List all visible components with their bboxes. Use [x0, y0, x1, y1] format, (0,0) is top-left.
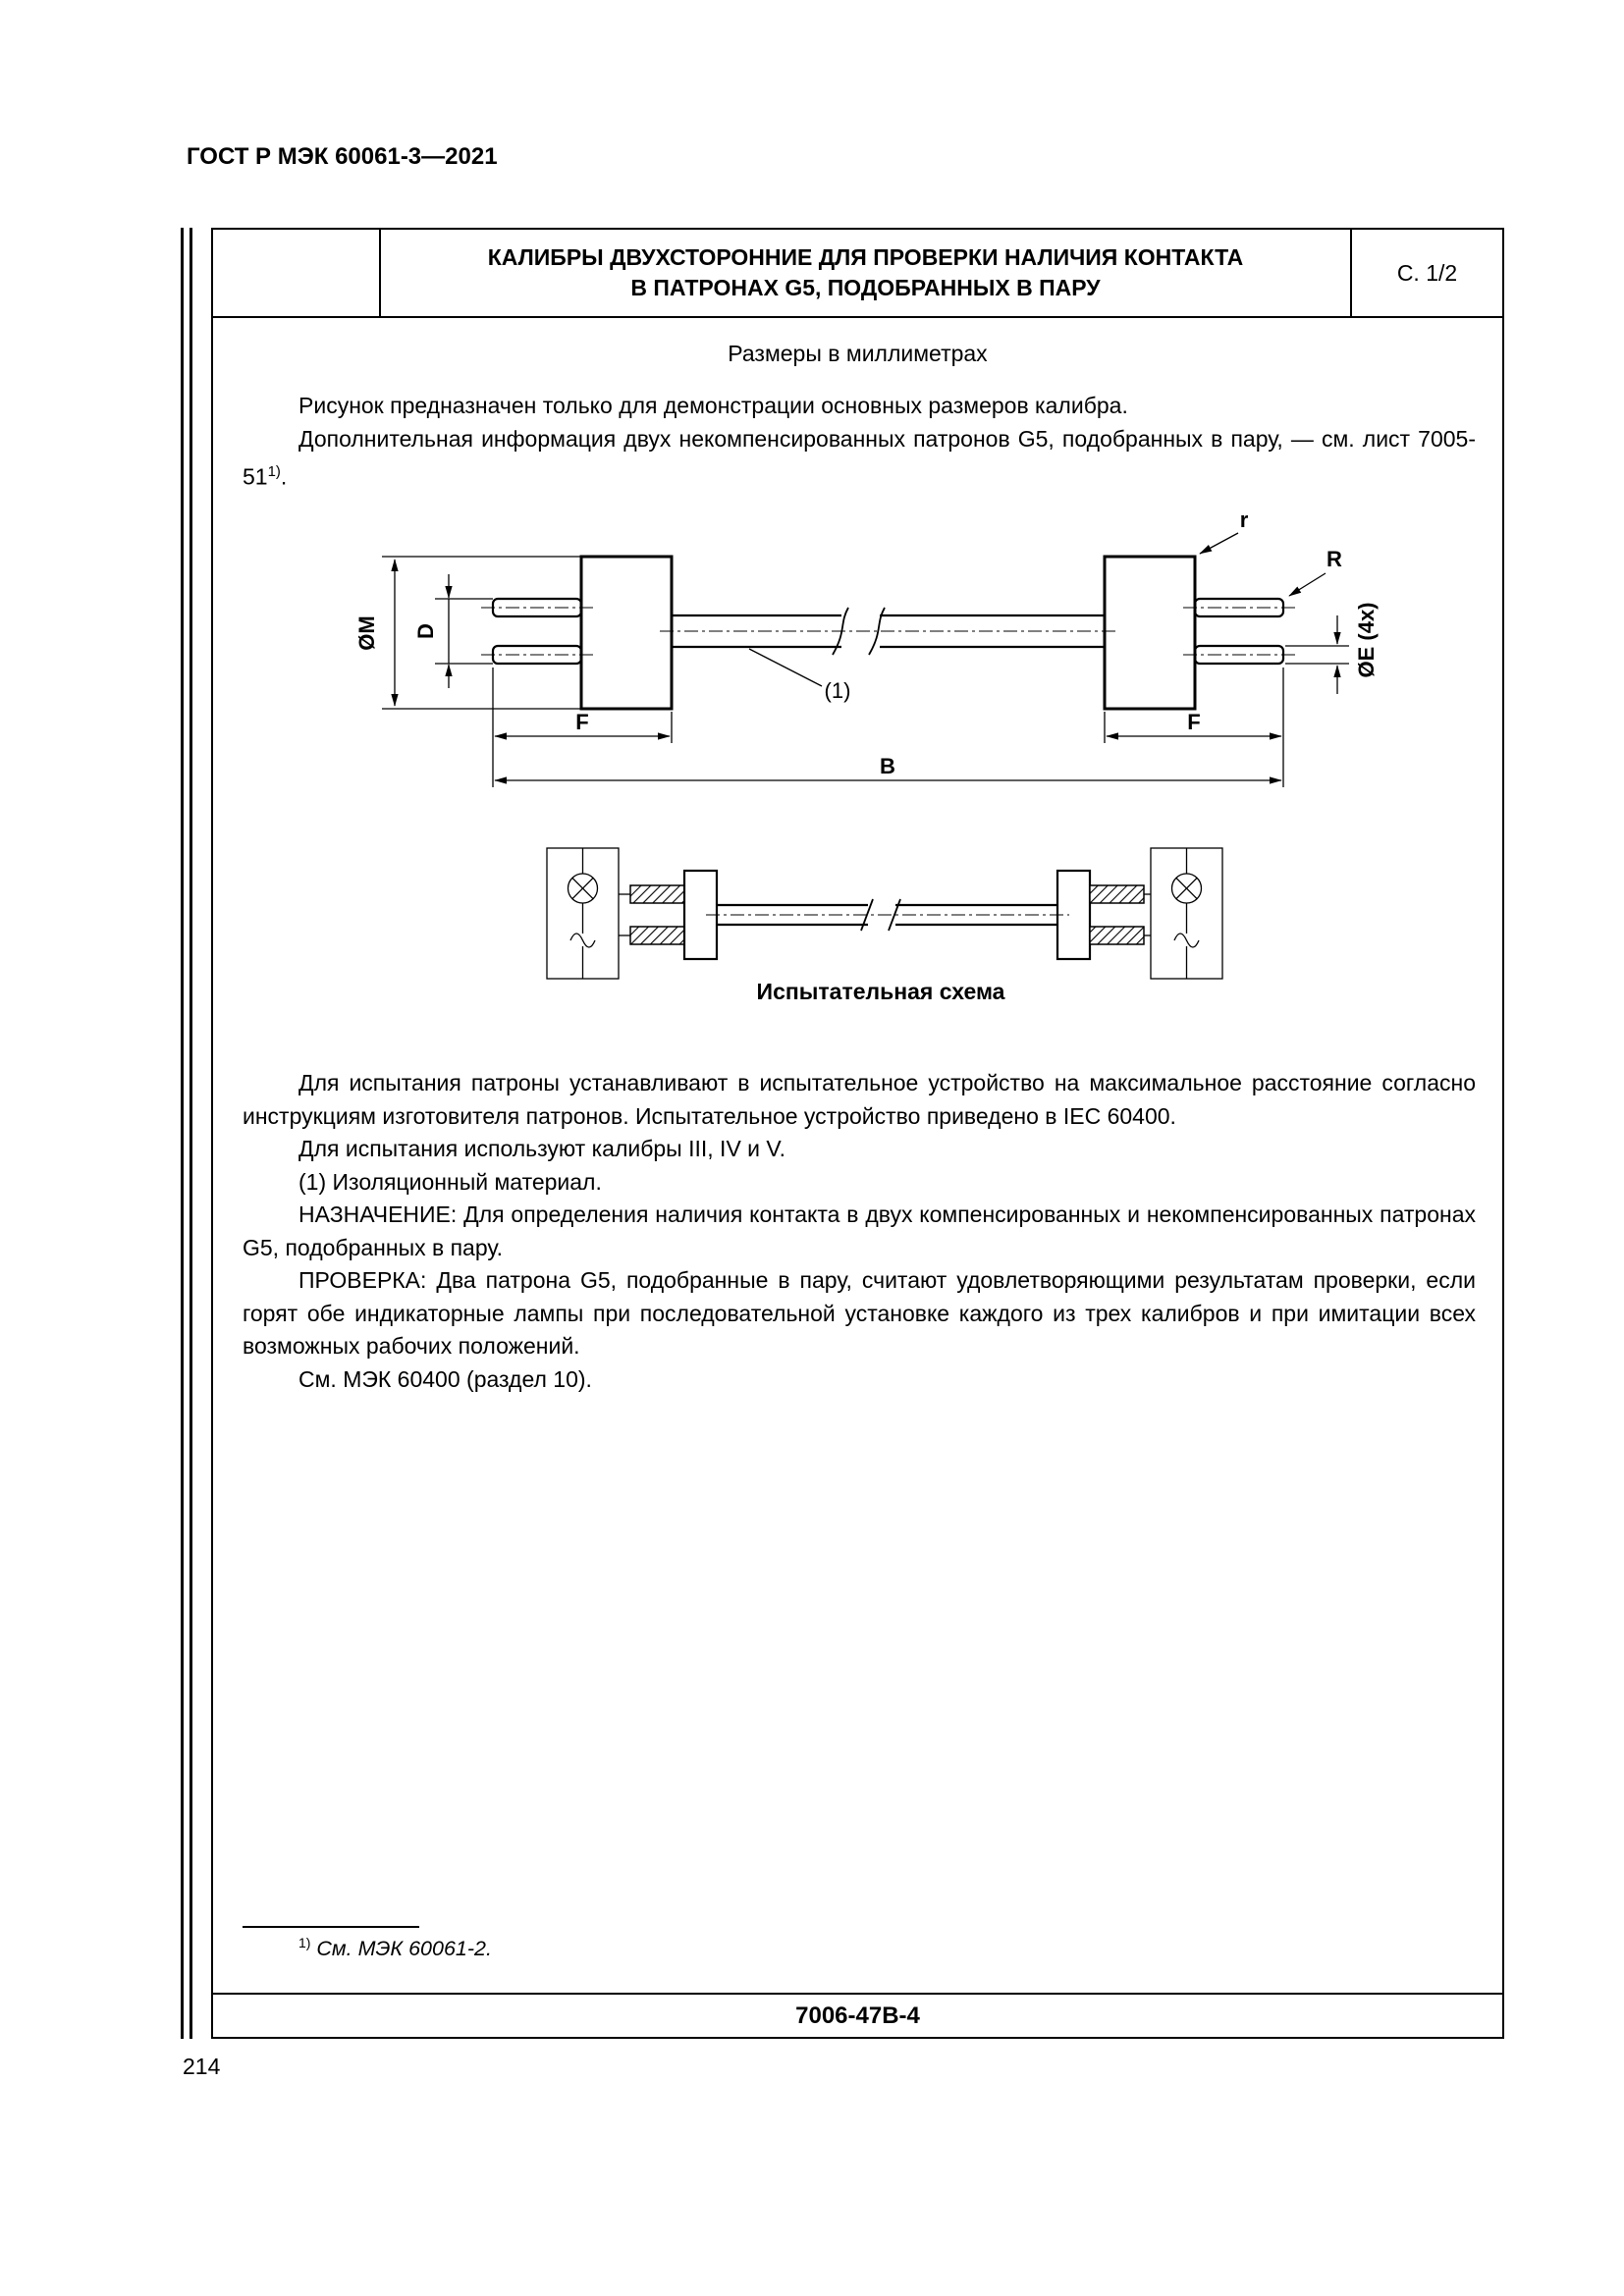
right-contact-pin: [1090, 927, 1144, 944]
ac-source-icon: [570, 934, 595, 947]
left-lamp-circuit: [547, 848, 619, 979]
right-contact-pin: [1090, 885, 1144, 903]
page-number: 214: [183, 2054, 221, 2079]
gauge-body: [493, 557, 1283, 709]
intro-paragraphs: [243, 390, 1476, 494]
footnote-text: См. МЭК 60061-2.: [310, 1937, 492, 1961]
body-paragraph: Для испытания используют калибры III, IV и V.: [298, 1136, 786, 1161]
lamp-icon: [568, 874, 598, 903]
intro-paragraph-1: Рисунок предназначен только для демонстрации основных размеров калибра.: [298, 393, 1128, 418]
footnote: [243, 1935, 1476, 1961]
sheet-title: [381, 230, 1352, 316]
dimension-d: [413, 574, 493, 688]
dim-label-b: B: [880, 754, 895, 778]
dimension-e: [1285, 602, 1379, 694]
body-paragraph: ПРОВЕРКА: Два патрона G5, подобранные в пару, считают удовлетворяющими результатам проверки, если горят обе индикаторные лампы при последовательной установке каждого из трех калибров и при имитации всех возможных рабочих положений.: [243, 1267, 1476, 1359]
document-header: ГОСТ Р МЭК 60061-3—2021: [187, 143, 498, 170]
dim-label-r-pin: R: [1326, 547, 1342, 571]
footnote-reference-mark: 1): [267, 463, 281, 480]
right-end-block: [1105, 557, 1195, 709]
footnote-marker: 1): [298, 1935, 311, 1950]
body-paragraphs: [243, 1067, 1476, 1396]
dim-label-r-corner: r: [1239, 507, 1249, 532]
left-double-rule-outer: [181, 228, 184, 2039]
left-end-block: [581, 557, 672, 709]
dim-label-f-left: F: [575, 710, 589, 734]
note-1-label: (1): [824, 678, 851, 703]
sheet-title-line2: В ПАТРОНАХ G5, ПОДОБРАННЫХ В ПАРУ: [630, 275, 1101, 300]
left-double-rule-inner: [189, 228, 192, 2039]
title-block-row: [213, 230, 1502, 318]
dim-label-d: D: [413, 623, 438, 639]
body-paragraph: Для испытания патроны устанавливают в испытательное устройство на максимальное расстояние согласно инструкциям изготовителя патронов. Испытательное устройство приведено в IEC 60400.: [243, 1070, 1476, 1129]
footnote-rule: [243, 1926, 419, 1928]
dimension-b: [495, 754, 1281, 780]
left-contact-pin: [630, 885, 684, 903]
left-contact-pin: [630, 927, 684, 944]
dim-label-diameter-e: ØE (4x): [1354, 602, 1379, 678]
title-block-left-cell: [213, 230, 381, 316]
sheet-page-ref: С. 1/2: [1396, 259, 1458, 286]
lamp-icon: [1172, 874, 1202, 903]
body-paragraph: НАЗНАЧЕНИЕ: Для определения наличия контакта в двух компенсированных и некомпенсированных патронах G5, подобранных в пару.: [243, 1201, 1476, 1260]
body-paragraph: См. МЭК 60400 (раздел 10).: [298, 1365, 592, 1392]
intro-paragraph-2-text: Дополнительная информация двух некомпенсированных патронов G5, подобранных в пару, — см. лист 7005-51: [243, 425, 1476, 490]
intro-paragraph-2: [243, 423, 1476, 495]
note-1-callout: [749, 649, 850, 703]
right-lamp-circuit: [1151, 848, 1222, 979]
sheet-title-line1: КАЛИБРЫ ДВУХСТОРОННИЕ ДЛЯ ПРОВЕРКИ НАЛИЧИЯ КОНТАКТА: [487, 244, 1244, 270]
gauge-dimension-drawing: [243, 498, 1480, 827]
radius-leaders: [1200, 507, 1342, 596]
intro-paragraph-2-period: .: [280, 463, 288, 490]
body-paragraph: (1) Изоляционный материал.: [298, 1168, 602, 1195]
sheet-number-footer: 7006-47В-4: [213, 1993, 1502, 2037]
dim-label-diameter-m: ØM: [354, 615, 379, 651]
dimension-m: [354, 557, 581, 709]
ac-source-icon: [1174, 934, 1199, 947]
circuit-caption: Испытательная схема: [756, 979, 1005, 1004]
sheet-frame: [211, 228, 1504, 2039]
gauge-under-test: [619, 871, 1151, 959]
units-note: Размеры в миллиметрах: [728, 341, 988, 366]
dim-label-f-right: F: [1187, 710, 1201, 734]
